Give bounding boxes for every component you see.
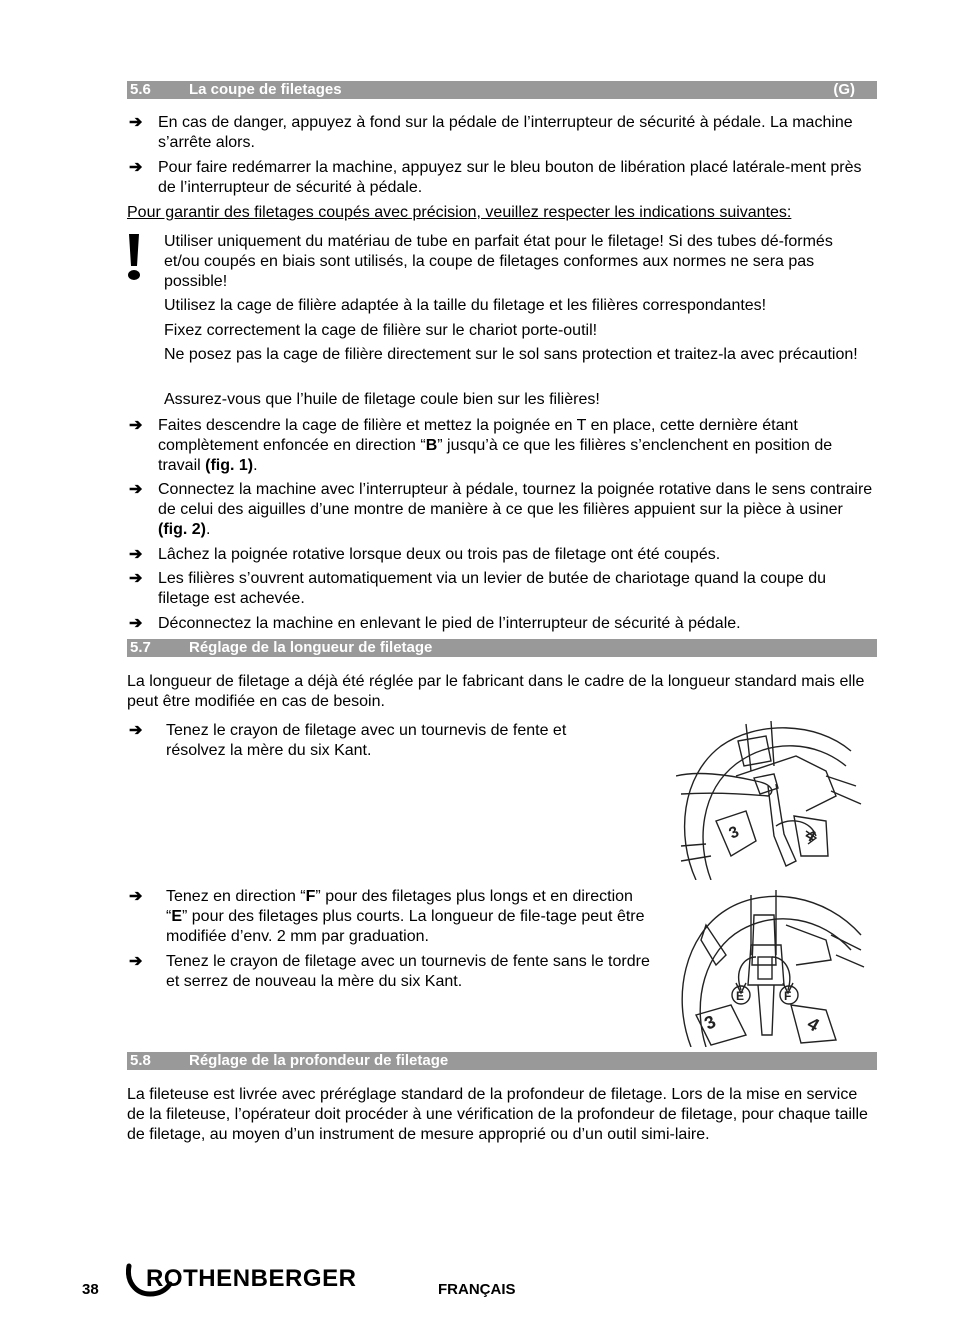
bullet-text: Lâchez la poignée rotative lorsque deux ou trois pas de filetage ont été coupés. (158, 546, 721, 563)
rothenberger-logo (126, 1262, 358, 1298)
section-number: 5.7 (130, 639, 151, 656)
illustration-wrench-loosening (676, 716, 866, 880)
bullet-text: Les filières s’ouvrent automatiquement via un levier de butée de chariotage quand la coupe du filetage est achevée. (158, 570, 826, 607)
illustration-screwdriver-adjust (676, 885, 866, 1047)
section-header-5-6 (127, 81, 877, 99)
section-title: Réglage de la profondeur de filetage (189, 1052, 449, 1069)
figure-label-e: E (736, 989, 745, 1003)
figure-label-3: 3 (701, 1011, 719, 1034)
figure-label-4: 4 (804, 1013, 823, 1036)
bullet-text: Déconnectez la machine en enlevant le pied de l’interrupteur de sécurité à pédale. (158, 615, 741, 632)
section-code: (G) (833, 81, 855, 98)
warning-text: Fixez correctement la cage de filière sur le chariot porte-outil! (164, 322, 598, 339)
warning-text: Ne posez pas la cage de filière directement sur le sol sans protection et traitez-la avec précaution! (164, 346, 858, 363)
section-number: 5.8 (130, 1052, 151, 1069)
arrow-right-icon: ➔ (129, 546, 143, 563)
bullet-text: Tenez le crayon de filetage avec un tournevis de fente et résolvez la mère du six Kant. (166, 722, 567, 759)
exclamation-icon (126, 232, 142, 282)
bullet-text: En cas de danger, appuyez à fond sur la pédale de l’interrupteur de sécurité à pédale. La machine s’arrête alors. (158, 114, 853, 151)
arrow-right-icon: ➔ (129, 159, 143, 176)
page-number: 38 (82, 1281, 99, 1298)
instructions-intro: Pour garantir des filetages coupés avec précision, veuillez respecter les indications suivantes: (127, 204, 792, 221)
section-header-5-8 (127, 1052, 877, 1070)
arrow-right-icon: ➔ (129, 888, 143, 905)
bullet-text: Pour faire redémarrer la machine, appuyez sur le bleu bouton de libération placé latérale-ment près de l’interrupteur de sécurité à pédale. (158, 159, 862, 196)
arrow-right-icon: ➔ (129, 953, 143, 970)
bullet-text: Tenez en direction “F” pour des filetages plus longs et en direction “E” pour des filetages plus courts. La longueur de file-tage peut être modifiée d’env. 2 mm par graduation. (166, 888, 645, 945)
figure-label-4: 4 (802, 826, 819, 846)
paragraph: La longueur de filetage a déjà été réglée par le fabricant dans le cadre de la longueur standard mais elle peut être modifiée en cas de besoin. (127, 673, 865, 710)
section-title: La coupe de filetages (189, 81, 342, 98)
warning-text: Utilisez la cage de filière adaptée à la taille du filetage et les filières correspondantes! (164, 297, 767, 314)
section-title: Réglage de la longueur de filetage (189, 639, 433, 656)
brand-name: ROTHENBERGER (146, 1265, 356, 1292)
arrow-right-icon: ➔ (129, 615, 143, 632)
arrow-right-icon: ➔ (129, 114, 143, 131)
section-number: 5.6 (130, 81, 151, 98)
arrow-right-icon: ➔ (129, 481, 143, 498)
section-header-5-7 (127, 639, 877, 657)
arrow-right-icon: ➔ (129, 417, 143, 434)
paragraph: La fileteuse est livrée avec préréglage standard de la profondeur de filetage. Lors de la mise en service de la fileteuse, l’opérateur doit procéder à une vérification de la profondeur de filetage, pour chaque taille de filetage, au moyen d’un instrument de mesure approprié ou d’un outil simi-laire. (127, 1086, 868, 1143)
bullet-text: Tenez le crayon de filetage avec un tournevis de fente sans le tordre et serrez de nouveau la mère du six Kant. (166, 953, 650, 990)
arrow-right-icon: ➔ (129, 722, 143, 739)
warning-text: Assurez-vous que l’huile de filetage coule bien sur les filières! (164, 391, 600, 408)
figure-label-f: F (784, 989, 792, 1003)
bullet-text: Connectez la machine avec l’interrupteur à pédale, tournez la poignée rotative dans le sens contraire de celui des aiguilles d’une montre de manière à ce que les filières appuient sur la pièce à usiner (fig. 2). (158, 481, 873, 538)
figure-label-3: 3 (726, 823, 742, 843)
arrow-right-icon: ➔ (129, 570, 143, 587)
bullet-text: Faites descendre la cage de filière et mettez la poignée en T en place, cette dernière étant complètement enfoncée en direction “B” jusqu’à ce que les filières s’enclenchent en position de travail (fig. 1). (158, 417, 833, 474)
footer-language: FRANÇAIS (438, 1281, 516, 1298)
warning-text: Utiliser uniquement du matériau de tube en parfait état pour le filetage! Si des tubes dé-formés et/ou coupés en biais sont utilisés, la coupe de filetages conformes aux normes ne sera pas possible! (164, 233, 833, 290)
